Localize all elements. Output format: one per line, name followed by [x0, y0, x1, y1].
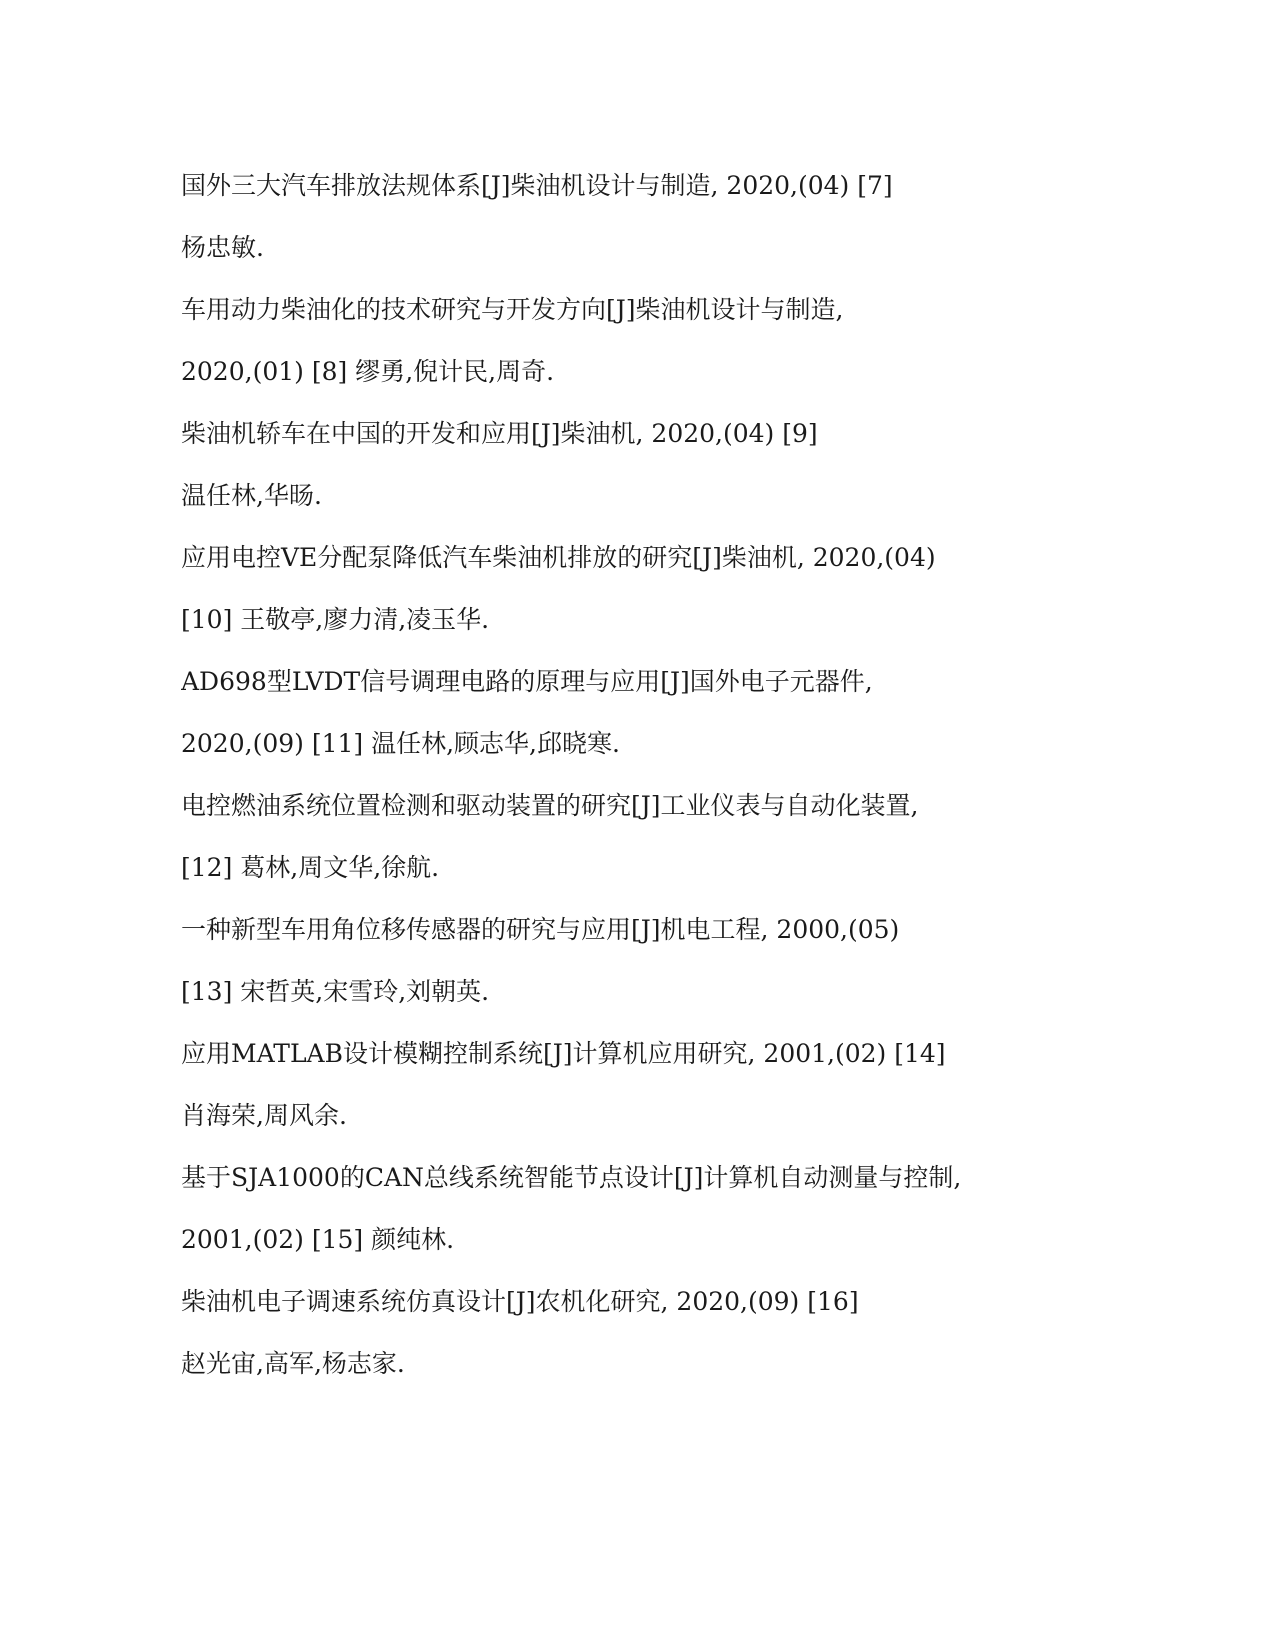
reference-line: 2020,(09) [11] 温任林,顾志华,邱晓寒.: [181, 729, 620, 758]
reference-line: 电控燃油系统位置检测和驱动装置的研究[J]工业仪表与自动化装置,: [181, 791, 919, 820]
reference-line: [13] 宋哲英,宋雪玲,刘朝英.: [181, 977, 490, 1006]
reference-line: 国外三大汽车排放法规体系[J]柴油机设计与制造, 2020,(04) [7]: [181, 171, 893, 200]
reference-line: 柴油机电子调速系统仿真设计[J]农机化研究, 2020,(09) [16]: [181, 1287, 859, 1316]
reference-line: 2001,(02) [15] 颜纯林.: [181, 1225, 455, 1254]
reference-line: AD698型LVDT信号调理电路的原理与应用[J]国外电子元器件,: [181, 667, 873, 696]
reference-line: 2020,(01) [8] 缪勇,倪计民,周奇.: [181, 357, 555, 386]
reference-line: 赵光宙,高军,杨志家.: [181, 1349, 405, 1378]
reference-line: 基于SJA1000的CAN总线系统智能节点设计[J]计算机自动测量与控制,: [181, 1163, 962, 1192]
reference-line: 应用电控VE分配泵降低汽车柴油机排放的研究[J]柴油机, 2020,(04): [181, 543, 936, 572]
reference-line: 杨忠敏.: [181, 233, 264, 262]
reference-line: [12] 葛林,周文华,徐航.: [181, 853, 440, 882]
reference-line: 肖海荣,周风余.: [181, 1101, 347, 1130]
reference-line: 一种新型车用角位移传感器的研究与应用[J]机电工程, 2000,(05): [181, 915, 900, 944]
reference-list: [181, 155, 1021, 1395]
reference-line: 应用MATLAB设计模糊控制系统[J]计算机应用研究, 2001,(02) [14]: [181, 1039, 946, 1068]
reference-line: 车用动力柴油化的技术研究与开发方向[J]柴油机设计与制造,: [181, 295, 844, 324]
reference-line: 柴油机轿车在中国的开发和应用[J]柴油机, 2020,(04) [9]: [181, 419, 818, 448]
reference-line: 温任林,华旸.: [181, 481, 322, 510]
reference-line: [10] 王敬亭,廖力清,凌玉华.: [181, 605, 490, 634]
